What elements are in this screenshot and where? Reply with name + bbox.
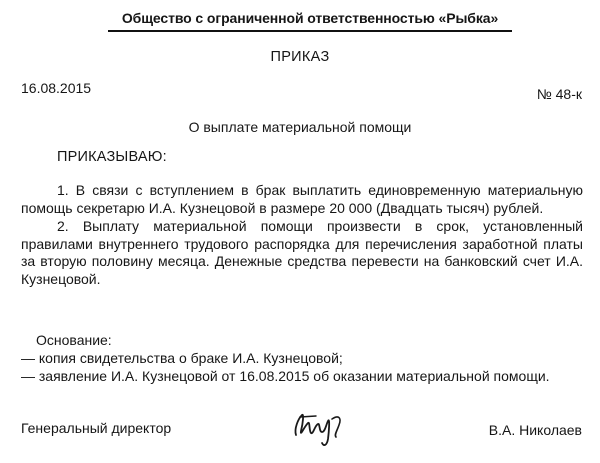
document-number: № 48-к xyxy=(536,86,582,102)
document-subject: О выплате материальной помощи xyxy=(188,119,412,135)
basis-label: Основание: xyxy=(36,332,112,348)
basis-item-1: — копия свидетельства о браке И.А. Кузнецовой; xyxy=(21,350,343,366)
handwritten-signature xyxy=(282,405,354,449)
document-title: ПРИКАЗ xyxy=(270,49,330,65)
order-paragraph-1: 1. В связи с вступлением в брак выплатить единовременную материальную помощь секретарю И.А. Кузнецовой в размере 20 000 (Двадцать тысяч) рублей. xyxy=(21,182,583,216)
document-date: 16.08.2015 xyxy=(21,80,92,96)
order-word: ПРИКАЗЫВАЮ: xyxy=(57,149,167,165)
header-rule xyxy=(108,30,512,32)
signatory-name: В.А. Николаев xyxy=(488,422,582,438)
basis-list xyxy=(21,350,581,385)
basis-item-2: — заявление И.А. Кузнецовой от 16.08.2015 об оказании материальной помощи. xyxy=(21,367,550,384)
signatory-role: Генеральный директор xyxy=(21,420,172,436)
organization-name: Общество с ограниченной ответственностью «Рыбка» xyxy=(121,10,499,26)
order-body xyxy=(21,182,583,288)
order-paragraph-2: 2. Выплату материальной помощи произвести в срок, установленный правилами внутреннего трудового распорядка для перечисления заработной платы за вторую половину месяца. Денежные средства перевести на банковский счет И.А. Кузнецовой. xyxy=(21,218,583,287)
